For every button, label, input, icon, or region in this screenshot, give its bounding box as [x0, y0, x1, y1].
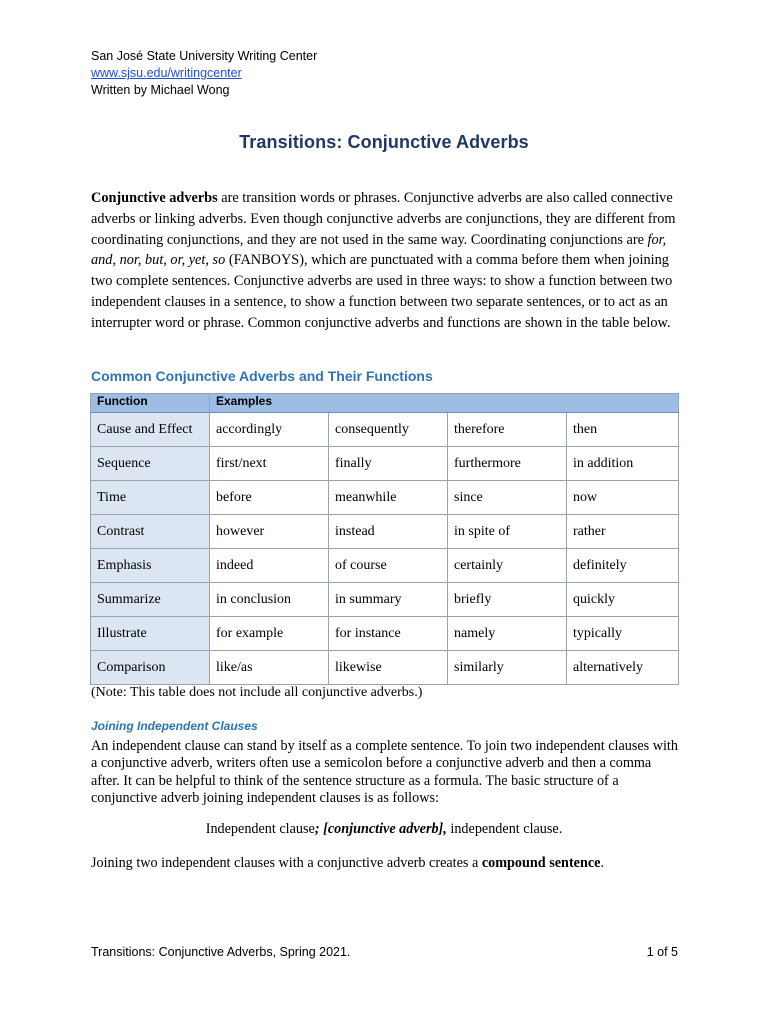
function-cell: Comparison: [91, 651, 210, 685]
page-number: 1 of 5: [646, 945, 678, 959]
example-cell: certainly: [448, 549, 567, 583]
function-cell: Contrast: [91, 515, 210, 549]
function-cell: Emphasis: [91, 549, 210, 583]
example-cell: now: [567, 481, 679, 515]
example-cell: namely: [448, 617, 567, 651]
example-cell: briefly: [448, 583, 567, 617]
function-cell: Time: [91, 481, 210, 515]
example-cell: furthermore: [448, 447, 567, 481]
example-cell: meanwhile: [329, 481, 448, 515]
org-name: San José State University Writing Center: [91, 49, 318, 63]
column-header-examples: Examples: [210, 394, 679, 413]
example-cell: however: [210, 515, 329, 549]
example-cell: in addition: [567, 447, 679, 481]
table-row: [91, 481, 679, 515]
table-body: [91, 413, 679, 685]
example-cell: since: [448, 481, 567, 515]
example-cell: therefore: [448, 413, 567, 447]
intro-paragraph: [91, 188, 683, 334]
table-heading: Common Conjunctive Adverbs and Their Functions: [91, 368, 433, 384]
example-cell: indeed: [210, 549, 329, 583]
formula-left: Independent clause: [205, 821, 315, 837]
intro-term: Conjunctive adverbs: [91, 190, 218, 206]
table-row: [91, 651, 679, 685]
example-cell: like/as: [210, 651, 329, 685]
formula-conjunctive-adverb: ; [conjunctive adverb],: [314, 821, 447, 837]
table-row: [91, 515, 679, 549]
function-cell: Illustrate: [91, 617, 210, 651]
example-cell: alternatively: [567, 651, 679, 685]
example-cell: quickly: [567, 583, 679, 617]
table-row: [91, 583, 679, 617]
column-header-function: Function: [91, 394, 210, 413]
example-cell: in summary: [329, 583, 448, 617]
example-cell: before: [210, 481, 329, 515]
example-cell: similarly: [448, 651, 567, 685]
example-cell: consequently: [329, 413, 448, 447]
closing-paragraph: [91, 855, 604, 872]
example-cell: finally: [329, 447, 448, 481]
example-cell: in conclusion: [210, 583, 329, 617]
example-cell: accordingly: [210, 413, 329, 447]
formula-right: independent clause.: [446, 821, 563, 837]
table-row: [91, 413, 679, 447]
function-cell: Summarize: [91, 583, 210, 617]
section-body: An independent clause can stand by itself as a complete sentence. To join two independent clauses with a conjunctive adverb, writers often use a semicolon before a conjunctive adverb and then a comma after. It can be helpful to think of the sentence structure as a formula. The basic structure of a conjunctive adverb joining independent clauses is as follows:: [91, 738, 678, 806]
function-cell: Sequence: [91, 447, 210, 481]
closing-term: compound sentence: [481, 855, 601, 871]
intro-text-1: are transition words or phrases. Conjunctive adverbs are also called connective adverbs or linking adverbs. Even though conjunctive adverbs are conjunctions, they are different from coordinating conjunctions, and they are not used in the same way. Coordinating conjunctions are: [91, 190, 676, 248]
example-cell: in spite of: [448, 515, 567, 549]
example-cell: instead: [329, 515, 448, 549]
example-cell: rather: [567, 515, 679, 549]
table-header-row: [91, 394, 679, 413]
page-title: Transitions: Conjunctive Adverbs: [239, 132, 529, 152]
author-line: Written by Michael Wong: [91, 83, 230, 97]
document-header: [91, 48, 317, 99]
table-note: (Note: This table does not include all conjunctive adverbs.): [91, 685, 423, 700]
example-cell: likewise: [329, 651, 448, 685]
closing-text: Joining two independent clauses with a conjunctive adverb creates a: [91, 855, 482, 871]
example-cell: definitely: [567, 549, 679, 583]
footer-title: Transitions: Conjunctive Adverbs, Spring 2021.: [91, 945, 351, 959]
table-row: [91, 447, 679, 481]
example-cell: first/next: [210, 447, 329, 481]
table-row: [91, 549, 679, 583]
formula: [0, 821, 768, 838]
closing-end: .: [600, 855, 605, 871]
example-cell: then: [567, 413, 679, 447]
conjunctive-adverbs-table: [90, 393, 679, 685]
writing-center-link[interactable]: www.sjsu.edu/writingcenter: [91, 66, 242, 80]
example-cell: typically: [567, 617, 679, 651]
example-cell: of course: [329, 549, 448, 583]
example-cell: for instance: [329, 617, 448, 651]
intro-text-2: (FANBOYS), which are punctuated with a comma before them when joining two complete sentences. Conjunctive adverbs are used in three ways: to show a function between two independent clauses in a sentence, to show a function between two separate sentences, or to act as an interrupter word or phrase. Common conjunctive adverbs and functions are shown in the table below.: [91, 252, 673, 331]
section-subheading: Joining Independent Clauses: [91, 719, 258, 733]
table-row: [91, 617, 679, 651]
fanboys-words: for, and, nor, but, or, yet, so: [91, 231, 667, 269]
example-cell: for example: [210, 617, 329, 651]
function-cell: Cause and Effect: [91, 413, 210, 447]
